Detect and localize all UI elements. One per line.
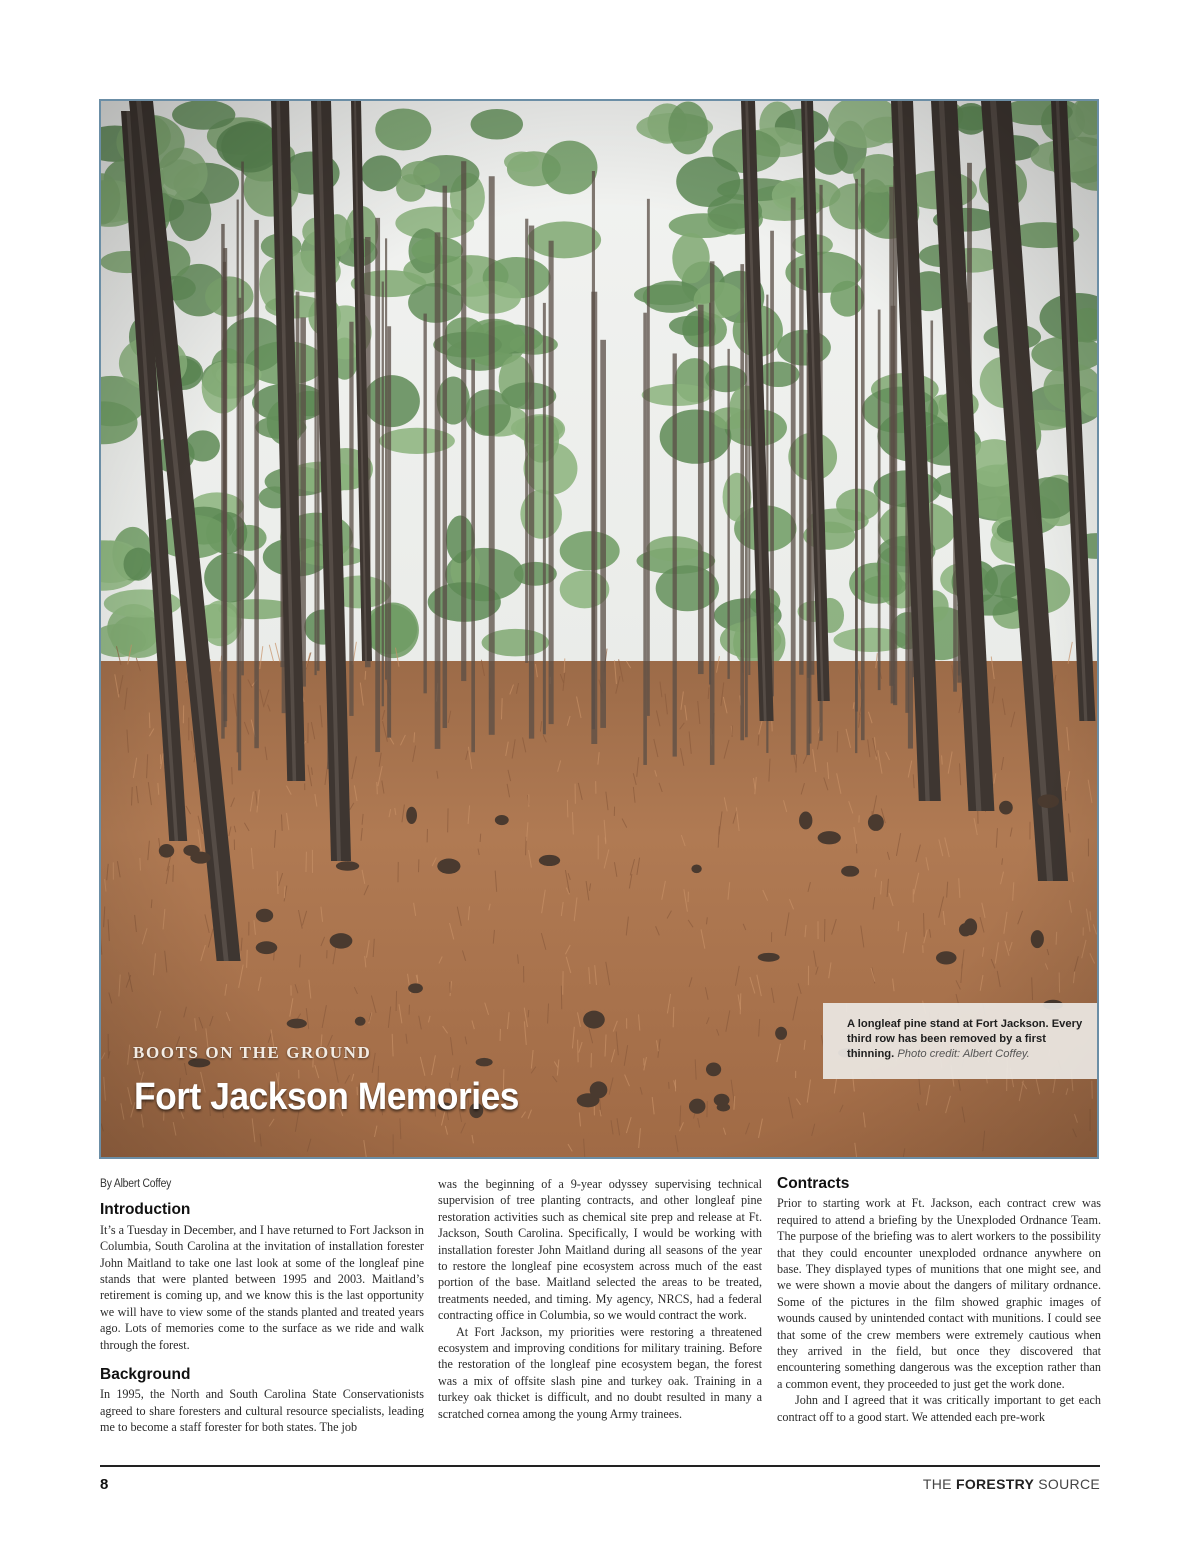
photo-credit: Photo credit: Albert Coffey.: [897, 1048, 1030, 1060]
masthead-forestry: FORESTRY: [955, 1476, 1035, 1492]
article-column-3: [777, 1176, 1101, 1425]
section-heading-contracts: Contracts: [777, 1175, 850, 1192]
footer-rule: [100, 1465, 1100, 1467]
section-heading-introduction: Introduction: [100, 1201, 191, 1219]
paragraph-continued: was the beginning of a 9-year odyssey supervising technical supervision of tree planting contracts, and other longleaf pine restoration activities such as chemical site prep and release at Ft. Jackson, South Carolina. Specifically, I would be working with installation forester John Maitland during all seasons of the year to restore the longleaf pine ecosystem across much of the east portion of the base. Maitland selected the areas to be treated, treatments needed, and timing. My agency, NRCS, had a federal contracting office in Columbia, so we would contract the work.: [438, 1177, 762, 1323]
hero-photo: [99, 99, 1099, 1159]
longleaf-pine-stand-photo: [101, 101, 1099, 1159]
page-number: 8: [100, 1476, 109, 1493]
section-kicker: BOOTS ON THE GROUND: [133, 1043, 372, 1062]
article-column-2: [438, 1176, 762, 1422]
caption-text: A longleaf pine stand at Fort Jackson. Every third row has been removed by a first thinning.: [847, 1018, 1083, 1060]
paragraph-contracts: Prior to starting work at Ft. Jackson, each contract crew was required to attend a briefing by the Unexploded Ordnance Team. The purpose of the briefing was to alert workers to the possibility that they could encounter unexploded ordnance anywhere on base. They displayed types of munitions that one might see, and we were shown a movie about the dangers of military ordnance. Some of the pictures in the film showed graphic images of wounds caused by unintended contact with munitions. I could see that some of the crew members were extremely cautious when they arrived in the field, but once they discovered that encountering something dangerous was the exception rather than a common event, they proceeded to just get the work done.: [777, 1196, 1101, 1391]
paragraph-priorities: At Fort Jackson, my priorities were restoring a threatened ecosystem and improving conditions for military training. Before the restoration of the longleaf pine ecosystem began, the forest was a mix of offsite slash pine and turkey oak. Training in a turkey oak thicket is difficult, and no doubt resulted in many a scratched cornea among the young Army trainees.: [438, 1324, 762, 1421]
article-title: Fort Jackson Memories: [134, 1076, 520, 1118]
publication-masthead: [923, 1476, 1100, 1492]
paragraph-introduction: It’s a Tuesday in December, and I have returned to Fort Jackson in Columbia, South Carolina at the invitation of installation forester John Maitland to take one last look at some of the longleaf pine stands that were planted between 1995 and 2003. Maitland’s retirement is coming up, and we know this is the last opportunity we will have to view some of the stands planted and treated years ago. Lots of memories come to the surface as we ride and walk through the forest.: [100, 1222, 424, 1352]
photo-caption: [823, 1003, 1099, 1079]
paragraph-background: In 1995, the North and South Carolina State Conservationists agreed to share foresters and cultural resource specialists, leading me to become a staff forester for both states. The job: [100, 1387, 424, 1435]
masthead-source: SOURCE: [1038, 1476, 1100, 1492]
masthead-the: THE: [922, 1476, 952, 1492]
section-heading-background: Background: [100, 1366, 191, 1384]
article-column-1: [100, 1176, 424, 1436]
byline: By Albert Coffey: [100, 1178, 172, 1190]
paragraph-prework: John and I agreed that it was critically important to get each contract off to a good start. We attended each pre-work: [777, 1393, 1101, 1424]
